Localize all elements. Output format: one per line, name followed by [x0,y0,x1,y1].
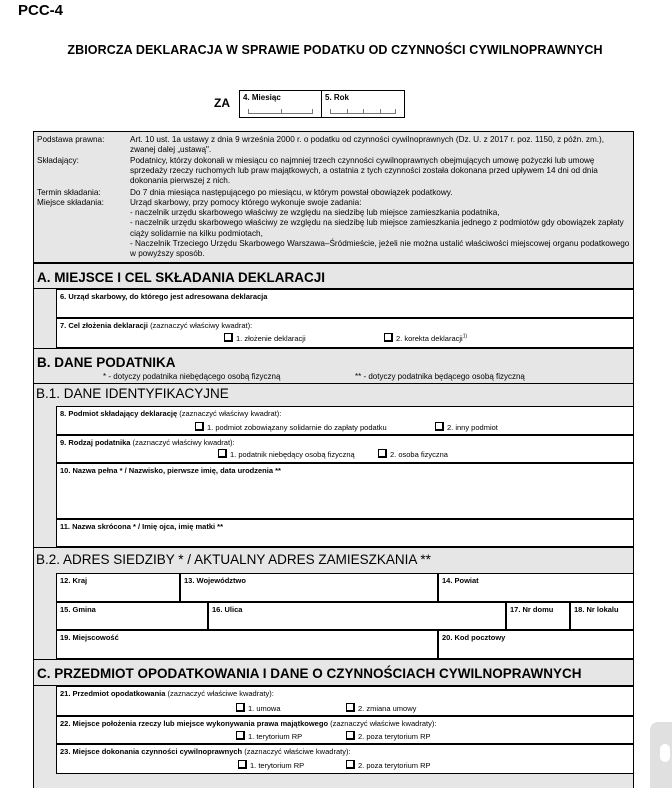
field-15-commune[interactable] [56,602,208,630]
field-16-label: 16. Ulica [212,605,243,614]
field-16-street[interactable] [208,602,506,630]
checkbox-square[interactable] [378,449,387,458]
field-21-subject [56,686,634,716]
checkbox-square[interactable] [346,731,355,740]
note-natural-person: ** - dotyczy podatnika będącego osobą fizyczną [355,372,525,381]
field-17-house-number[interactable] [506,602,570,630]
info-text-submitter: Podatnicy, którzy dokonali w miesiącu co najmniej trzech czynności cywilnoprawnych obejmujących umowę pożyczki lub umowę sprzedaży rzeczy ruchomych lub praw majątkowych, a ostatnia z tych czynności została dokonana przed upływem 14 dni od dnia dokonania pierwszej z nich. [130,156,598,186]
checkbox-square[interactable] [195,422,204,431]
divider [33,659,634,660]
field-23-transaction-location [56,744,634,774]
field-9-hint: (zaznaczyć właściwy kwadrat): [132,438,235,447]
field-23-hint: (zaznaczyć właściwe kwadraty): [244,747,351,756]
checkbox-contract-change-label: 2. zmiana umowy [358,704,417,713]
divider [33,383,634,384]
field-7-label: 7. Cel złożenia deklaracji [60,321,148,330]
checkbox-property-abroad[interactable] [346,731,431,741]
field-10-label: 10. Nazwa pełna * / Nazwisko, pierwsze imię, data urodzenia ** [60,466,281,475]
note-legal-entity: * - dotyczy podatnika niebędącego osobą fizyczną [103,372,281,381]
year-label: 5. Rok [325,93,350,102]
field-12-label: 12. Kraj [60,576,88,585]
checkbox-other-entity[interactable] [435,422,498,432]
field-11-short-name[interactable] [56,519,634,547]
field-23-label: 23. Miejsce dokonania czynności cywilnoprawnych [60,747,243,756]
checkbox-square[interactable] [384,333,393,342]
checkbox-square[interactable] [346,703,355,712]
checkbox-natural-person[interactable] [378,449,448,459]
field-9-label: 9. Rodzaj podatnika [60,438,131,447]
checkbox-transaction-rp[interactable] [238,760,304,770]
field-6-label: 6. Urząd skarbowy, do którego jest adresowana deklaracja [60,292,268,301]
checkbox-transaction-abroad[interactable] [346,760,431,770]
field-21-label: 21. Przedmiot opodatkowania [60,689,166,698]
month-field[interactable] [240,91,322,117]
scrollbar-thumb[interactable] [650,722,672,788]
field-20-postal-code[interactable] [438,630,634,659]
info-label-submitter: Składający: [37,156,79,165]
checkbox-transaction-rp-label: 1. terytorium RP [250,761,305,770]
checkbox-correction[interactable] [384,333,467,343]
field-8-hint: (zaznaczyć właściwy kwadrat): [179,409,282,418]
za-label: ZA [214,96,230,110]
field-14-county[interactable] [438,573,634,602]
field-22-property-location [56,716,634,744]
checkbox-square[interactable] [238,760,247,769]
info-label-place: Miejsce składania: [37,198,104,207]
field-11-label: 11. Nazwa skrócona * / Imię ojca, imię matki ** [60,522,223,531]
checkbox-filing[interactable] [224,333,306,343]
checkbox-square[interactable] [224,333,233,342]
checkbox-property-rp[interactable] [236,731,302,741]
field-19-city[interactable] [56,630,438,659]
info-label-legal-basis: Podstawa prawna: [37,135,105,144]
checkbox-square[interactable] [346,760,355,769]
field-8-label: 8. Podmiot składający deklarację [60,409,178,418]
field-22-hint: (zaznaczyć właściwe kwadraty): [330,719,437,728]
field-13-voivodeship[interactable] [180,573,438,602]
field-10-full-name[interactable] [56,463,634,519]
checkbox-correction-label: 2. korekta deklaracji [396,334,463,343]
field-12-country[interactable] [56,573,180,602]
checkbox-filing-label: 1. złożenie deklaracji [236,334,306,343]
field-7-purpose [56,318,634,348]
section-b1-title: B.1. DANE IDENTYFIKACYJNE [36,386,229,401]
checkbox-solidary-label: 1. podmiot zobowiązany solidarnie do zapłaty podatku [207,423,387,432]
checkbox-other-entity-label: 2. inny podmiot [447,423,498,432]
checkbox-property-rp-label: 1. terytorium RP [248,732,303,741]
section-b-title: B. DANE PODATNIKA [37,355,176,370]
checkbox-solidary[interactable] [195,422,387,432]
period-box [239,90,405,118]
field-6-tax-office[interactable] [56,289,634,318]
month-label: 4. Miesiąc [243,93,281,102]
field-17-label: 17. Nr domu [510,605,554,614]
section-c-title: C. PRZEDMIOT OPODATKOWANIA I DANE O CZYNNOŚCIACH CYWILNOPRAWNYCH [37,666,582,681]
field-15-label: 15. Gmina [60,605,96,614]
field-7-hint: (zaznaczyć właściwy kwadrat): [150,321,253,330]
info-box [33,131,634,263]
form-code: PCC-4 [18,2,64,19]
divider [33,348,634,349]
checkbox-square[interactable] [236,731,245,740]
checkbox-square[interactable] [218,449,227,458]
year-field[interactable] [322,91,404,117]
field-18-apartment-number[interactable] [570,602,634,630]
checkbox-legal-entity-label: 1. podatnik niebędący osobą fizyczną [230,450,355,459]
field-13-label: 13. Województwo [184,576,246,585]
field-14-label: 14. Powiat [442,576,479,585]
field-22-label: 22. Miejsce położenia rzeczy lub miejsce wykonywania prawa majątkowego [60,719,329,728]
checkbox-contract-label: 1. umowa [248,704,281,713]
info-label-deadline: Termin składania: [37,188,101,197]
info-text-place: Urząd skarbowy, przy pomocy którego wykonuje swoje zadania: - naczelnik urzędu skarbowego właściwy ze względu na siedzibę lub miejsce zamieszkania podatnika, - naczelnik urzędu skarbowego właściwy ze względu na siedzibę lub miejsce zamieszkania jednego z podmiotów gdy obowiązek zapłaty ciąży solidarnie na kilku podmiotach, - Naczelnik Trzeciego Urzędu Skarbowego Warszawa–Śródmieście, jeżeli nie można ustalić właściwości miejscowej organu podatkowego w powyższy sposób. [130,198,630,259]
checkbox-square[interactable] [236,703,245,712]
checkbox-contract-change[interactable] [346,703,416,713]
section-b2-title: B.2. ADRES SIEDZIBY * / AKTUALNY ADRES ZAMIESZKANIA ** [36,552,431,567]
section-a-title: A. MIEJSCE I CEL SKŁADANIA DEKLARACJI [37,270,326,285]
field-21-hint: (zaznaczyć właściwe kwadraty): [167,689,274,698]
form-title: ZBIORCZA DEKLARACJA W SPRAWIE PODATKU OD CZYNNOŚCI CYWILNOPRAWNYCH [67,43,603,57]
info-text-deadline: Do 7 dnia miesiąca następującego po miesiącu, w którym powstał obowiązek podatkowy. [130,188,453,197]
info-text-legal-basis: Art. 10 ust. 1a ustawy z dnia 9 września 2000 r. o podatku od czynności cywilnoprawnych (Dz. U. z 2017 r. poz. 1150, z późn. zm.), zwanej dalej „ustawą". [130,135,605,155]
field-19-label: 19. Miejscowość [60,633,119,642]
checkbox-legal-entity[interactable] [218,449,355,459]
field-18-label: 18. Nr lokalu [574,605,619,614]
divider [33,547,634,548]
checkbox-natural-person-label: 2. osoba fizyczna [390,450,448,459]
checkbox-property-abroad-label: 2. poza terytorium RP [358,732,431,741]
checkbox-transaction-abroad-label: 2. poza terytorium RP [358,761,431,770]
checkbox-contract[interactable] [236,703,281,713]
footnote-ref: 1) [462,333,468,340]
checkbox-square[interactable] [435,422,444,431]
field-20-label: 20. Kod pocztowy [442,633,506,642]
